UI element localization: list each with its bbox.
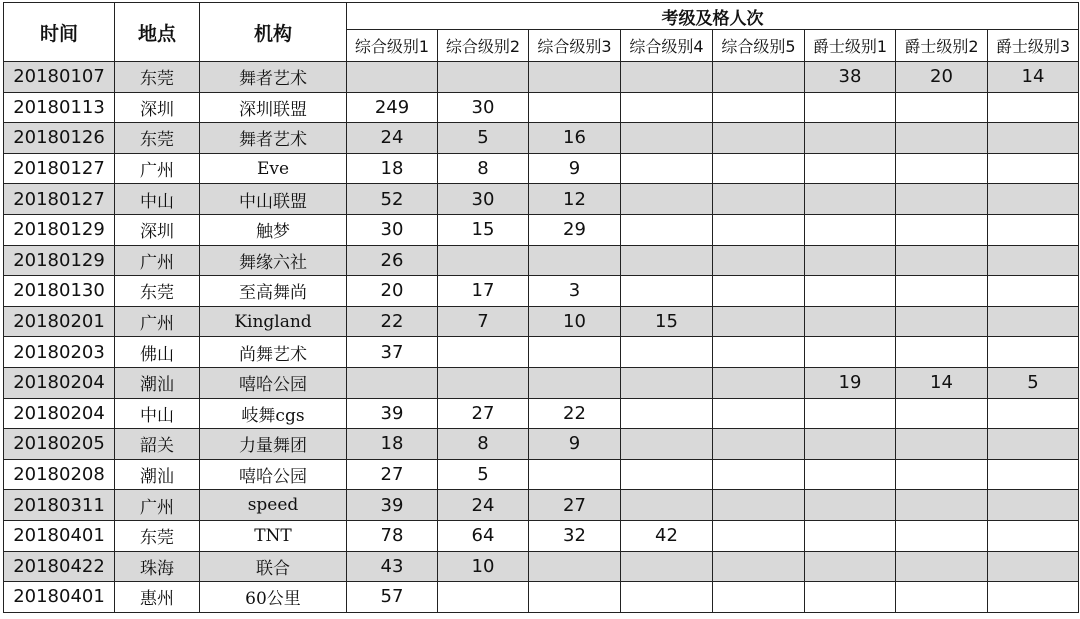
header-level: 爵士级别2 bbox=[896, 30, 988, 62]
cell-value bbox=[529, 245, 621, 276]
cell-location: 韶关 bbox=[115, 429, 200, 460]
cell-value: 78 bbox=[347, 520, 438, 551]
cell-date: 20180401 bbox=[4, 520, 115, 551]
cell-location: 深圳 bbox=[115, 214, 200, 245]
cell-value bbox=[621, 62, 713, 93]
cell-value: 30 bbox=[438, 184, 529, 215]
cell-value: 15 bbox=[438, 214, 529, 245]
cell-value: 30 bbox=[347, 214, 438, 245]
cell-org: 嘻哈公园 bbox=[200, 459, 347, 490]
cell-value: 5 bbox=[438, 123, 529, 154]
cell-value bbox=[438, 62, 529, 93]
cell-value: 27 bbox=[438, 398, 529, 429]
cell-value bbox=[713, 62, 805, 93]
cell-value: 52 bbox=[347, 184, 438, 215]
cell-value bbox=[896, 490, 988, 521]
cell-location: 东莞 bbox=[115, 520, 200, 551]
cell-value bbox=[896, 551, 988, 582]
cell-value bbox=[896, 153, 988, 184]
table-row bbox=[4, 459, 1079, 490]
cell-value bbox=[805, 459, 896, 490]
cell-location: 潮汕 bbox=[115, 459, 200, 490]
cell-value bbox=[988, 459, 1079, 490]
cell-value bbox=[805, 582, 896, 613]
cell-value: 14 bbox=[988, 62, 1079, 93]
cell-value bbox=[988, 245, 1079, 276]
cell-value bbox=[529, 62, 621, 93]
cell-value: 30 bbox=[438, 92, 529, 123]
cell-value: 57 bbox=[347, 582, 438, 613]
cell-value: 19 bbox=[805, 367, 896, 398]
cell-value: 7 bbox=[438, 306, 529, 337]
cell-value bbox=[621, 337, 713, 368]
cell-value: 9 bbox=[529, 153, 621, 184]
header-level: 综合级别2 bbox=[438, 30, 529, 62]
cell-org: speed bbox=[200, 490, 347, 521]
table-row bbox=[4, 520, 1079, 551]
cell-value: 14 bbox=[896, 367, 988, 398]
table-row bbox=[4, 92, 1079, 123]
cell-value bbox=[621, 214, 713, 245]
cell-value bbox=[621, 153, 713, 184]
cell-value bbox=[805, 153, 896, 184]
cell-value bbox=[713, 520, 805, 551]
cell-date: 20180126 bbox=[4, 123, 115, 154]
cell-location: 东莞 bbox=[115, 276, 200, 307]
table-row bbox=[4, 214, 1079, 245]
cell-org: 至高舞尚 bbox=[200, 276, 347, 307]
cell-location: 东莞 bbox=[115, 123, 200, 154]
cell-value: 24 bbox=[438, 490, 529, 521]
table-row bbox=[4, 184, 1079, 215]
cell-value bbox=[805, 92, 896, 123]
cell-org: 岐舞cgs bbox=[200, 398, 347, 429]
cell-value: 20 bbox=[347, 276, 438, 307]
cell-value: 27 bbox=[347, 459, 438, 490]
cell-value bbox=[621, 551, 713, 582]
cell-value bbox=[988, 276, 1079, 307]
cell-value: 24 bbox=[347, 123, 438, 154]
header-level: 爵士级别3 bbox=[988, 30, 1079, 62]
cell-value bbox=[438, 245, 529, 276]
cell-value: 249 bbox=[347, 92, 438, 123]
cell-date: 20180129 bbox=[4, 214, 115, 245]
cell-value bbox=[713, 184, 805, 215]
cell-value: 8 bbox=[438, 153, 529, 184]
cell-date: 20180129 bbox=[4, 245, 115, 276]
table-row bbox=[4, 582, 1079, 613]
table-header bbox=[4, 3, 1079, 62]
cell-value bbox=[621, 276, 713, 307]
cell-value bbox=[438, 367, 529, 398]
table-body bbox=[4, 62, 1079, 613]
table-row bbox=[4, 337, 1079, 368]
cell-value: 18 bbox=[347, 429, 438, 460]
cell-value: 64 bbox=[438, 520, 529, 551]
cell-value bbox=[896, 398, 988, 429]
cell-location: 广州 bbox=[115, 153, 200, 184]
cell-value bbox=[805, 337, 896, 368]
cell-org: TNT bbox=[200, 520, 347, 551]
cell-org: Eve bbox=[200, 153, 347, 184]
cell-value: 22 bbox=[347, 306, 438, 337]
cell-value bbox=[805, 306, 896, 337]
cell-org: 力量舞团 bbox=[200, 429, 347, 460]
cell-value bbox=[621, 245, 713, 276]
cell-value bbox=[805, 184, 896, 215]
cell-date: 20180113 bbox=[4, 92, 115, 123]
table-row bbox=[4, 153, 1079, 184]
table-row bbox=[4, 245, 1079, 276]
exam-results-table bbox=[3, 2, 1079, 613]
table-row bbox=[4, 490, 1079, 521]
cell-date: 20180422 bbox=[4, 551, 115, 582]
cell-location: 广州 bbox=[115, 490, 200, 521]
table-row bbox=[4, 398, 1079, 429]
cell-value bbox=[896, 184, 988, 215]
cell-value bbox=[805, 214, 896, 245]
cell-value: 15 bbox=[621, 306, 713, 337]
header-location: 地点 bbox=[115, 3, 200, 62]
cell-value bbox=[529, 551, 621, 582]
cell-value bbox=[621, 459, 713, 490]
cell-date: 20180205 bbox=[4, 429, 115, 460]
cell-location: 深圳 bbox=[115, 92, 200, 123]
exam-results-table-wrapper bbox=[3, 2, 1079, 613]
cell-value: 5 bbox=[988, 367, 1079, 398]
cell-value bbox=[805, 245, 896, 276]
cell-location: 东莞 bbox=[115, 62, 200, 93]
cell-value: 27 bbox=[529, 490, 621, 521]
cell-date: 20180107 bbox=[4, 62, 115, 93]
cell-value bbox=[713, 306, 805, 337]
cell-value bbox=[713, 429, 805, 460]
cell-value bbox=[621, 184, 713, 215]
cell-value bbox=[713, 367, 805, 398]
cell-org: 中山联盟 bbox=[200, 184, 347, 215]
cell-value: 18 bbox=[347, 153, 438, 184]
cell-value bbox=[713, 245, 805, 276]
cell-location: 中山 bbox=[115, 398, 200, 429]
cell-org: 舞者艺术 bbox=[200, 62, 347, 93]
cell-value bbox=[988, 214, 1079, 245]
cell-value bbox=[713, 153, 805, 184]
cell-value bbox=[621, 92, 713, 123]
cell-value bbox=[896, 520, 988, 551]
cell-value: 37 bbox=[347, 337, 438, 368]
cell-value bbox=[805, 123, 896, 154]
header-level: 综合级别3 bbox=[529, 30, 621, 62]
cell-value bbox=[713, 582, 805, 613]
table-row bbox=[4, 551, 1079, 582]
cell-value: 22 bbox=[529, 398, 621, 429]
cell-value bbox=[713, 92, 805, 123]
cell-location: 潮汕 bbox=[115, 367, 200, 398]
cell-location: 广州 bbox=[115, 245, 200, 276]
cell-value: 26 bbox=[347, 245, 438, 276]
cell-value bbox=[621, 429, 713, 460]
cell-value bbox=[805, 398, 896, 429]
cell-location: 惠州 bbox=[115, 582, 200, 613]
cell-date: 20180208 bbox=[4, 459, 115, 490]
cell-value bbox=[438, 582, 529, 613]
cell-value: 42 bbox=[621, 520, 713, 551]
cell-date: 20180130 bbox=[4, 276, 115, 307]
cell-location: 珠海 bbox=[115, 551, 200, 582]
cell-value bbox=[621, 490, 713, 521]
cell-value bbox=[805, 276, 896, 307]
cell-location: 广州 bbox=[115, 306, 200, 337]
cell-location: 佛山 bbox=[115, 337, 200, 368]
cell-value bbox=[988, 490, 1079, 521]
cell-value bbox=[896, 459, 988, 490]
cell-value bbox=[713, 398, 805, 429]
cell-value bbox=[621, 367, 713, 398]
cell-value: 17 bbox=[438, 276, 529, 307]
cell-value bbox=[805, 429, 896, 460]
cell-value bbox=[347, 367, 438, 398]
cell-value: 32 bbox=[529, 520, 621, 551]
cell-value bbox=[988, 337, 1079, 368]
cell-value bbox=[621, 398, 713, 429]
cell-org: 联合 bbox=[200, 551, 347, 582]
cell-value bbox=[621, 582, 713, 613]
cell-date: 20180127 bbox=[4, 153, 115, 184]
cell-value bbox=[438, 337, 529, 368]
cell-value bbox=[896, 337, 988, 368]
cell-value bbox=[896, 245, 988, 276]
cell-value bbox=[621, 123, 713, 154]
cell-value: 8 bbox=[438, 429, 529, 460]
cell-date: 20180204 bbox=[4, 367, 115, 398]
cell-value bbox=[713, 490, 805, 521]
cell-value bbox=[805, 520, 896, 551]
cell-value: 20 bbox=[896, 62, 988, 93]
cell-org: 深圳联盟 bbox=[200, 92, 347, 123]
cell-date: 20180201 bbox=[4, 306, 115, 337]
cell-value: 39 bbox=[347, 398, 438, 429]
cell-date: 20180203 bbox=[4, 337, 115, 368]
header-time: 时间 bbox=[4, 3, 115, 62]
table-row bbox=[4, 123, 1079, 154]
cell-value bbox=[529, 459, 621, 490]
cell-value bbox=[896, 429, 988, 460]
cell-value bbox=[988, 520, 1079, 551]
table-row bbox=[4, 62, 1079, 93]
cell-value bbox=[896, 276, 988, 307]
cell-date: 20180401 bbox=[4, 582, 115, 613]
cell-location: 中山 bbox=[115, 184, 200, 215]
cell-value bbox=[805, 551, 896, 582]
cell-value: 29 bbox=[529, 214, 621, 245]
cell-value bbox=[988, 582, 1079, 613]
cell-org: Kingland bbox=[200, 306, 347, 337]
cell-date: 20180204 bbox=[4, 398, 115, 429]
cell-value bbox=[713, 551, 805, 582]
cell-value bbox=[988, 123, 1079, 154]
cell-value bbox=[713, 337, 805, 368]
cell-value bbox=[713, 276, 805, 307]
cell-value bbox=[988, 184, 1079, 215]
cell-value bbox=[529, 582, 621, 613]
cell-value: 9 bbox=[529, 429, 621, 460]
cell-date: 20180311 bbox=[4, 490, 115, 521]
cell-value: 43 bbox=[347, 551, 438, 582]
cell-value bbox=[347, 62, 438, 93]
cell-value bbox=[988, 429, 1079, 460]
cell-value bbox=[529, 367, 621, 398]
cell-value bbox=[896, 306, 988, 337]
cell-value: 39 bbox=[347, 490, 438, 521]
header-level: 综合级别5 bbox=[713, 30, 805, 62]
cell-org: 嘻哈公园 bbox=[200, 367, 347, 398]
cell-org: 舞者艺术 bbox=[200, 123, 347, 154]
table-row bbox=[4, 367, 1079, 398]
cell-value bbox=[896, 123, 988, 154]
cell-org: 舞缘六社 bbox=[200, 245, 347, 276]
cell-value: 12 bbox=[529, 184, 621, 215]
header-level: 综合级别1 bbox=[347, 30, 438, 62]
table-row bbox=[4, 306, 1079, 337]
cell-value bbox=[529, 337, 621, 368]
cell-value bbox=[713, 459, 805, 490]
cell-value bbox=[529, 92, 621, 123]
cell-org: 触梦 bbox=[200, 214, 347, 245]
cell-value: 10 bbox=[529, 306, 621, 337]
cell-value bbox=[713, 123, 805, 154]
cell-value bbox=[988, 306, 1079, 337]
cell-org: 尚舞艺术 bbox=[200, 337, 347, 368]
header-level: 爵士级别1 bbox=[805, 30, 896, 62]
header-level: 综合级别4 bbox=[621, 30, 713, 62]
cell-org: 60公里 bbox=[200, 582, 347, 613]
cell-value: 16 bbox=[529, 123, 621, 154]
cell-value bbox=[896, 214, 988, 245]
cell-value: 5 bbox=[438, 459, 529, 490]
cell-value bbox=[896, 92, 988, 123]
cell-value bbox=[988, 551, 1079, 582]
table-row bbox=[4, 429, 1079, 460]
cell-value bbox=[988, 398, 1079, 429]
cell-value: 38 bbox=[805, 62, 896, 93]
cell-date: 20180127 bbox=[4, 184, 115, 215]
cell-value bbox=[713, 214, 805, 245]
header-group: 考级及格人次 bbox=[347, 3, 1079, 30]
header-org: 机构 bbox=[200, 3, 347, 62]
cell-value bbox=[805, 490, 896, 521]
cell-value bbox=[896, 582, 988, 613]
cell-value: 3 bbox=[529, 276, 621, 307]
cell-value bbox=[988, 92, 1079, 123]
table-row bbox=[4, 276, 1079, 307]
cell-value bbox=[988, 153, 1079, 184]
cell-value: 10 bbox=[438, 551, 529, 582]
